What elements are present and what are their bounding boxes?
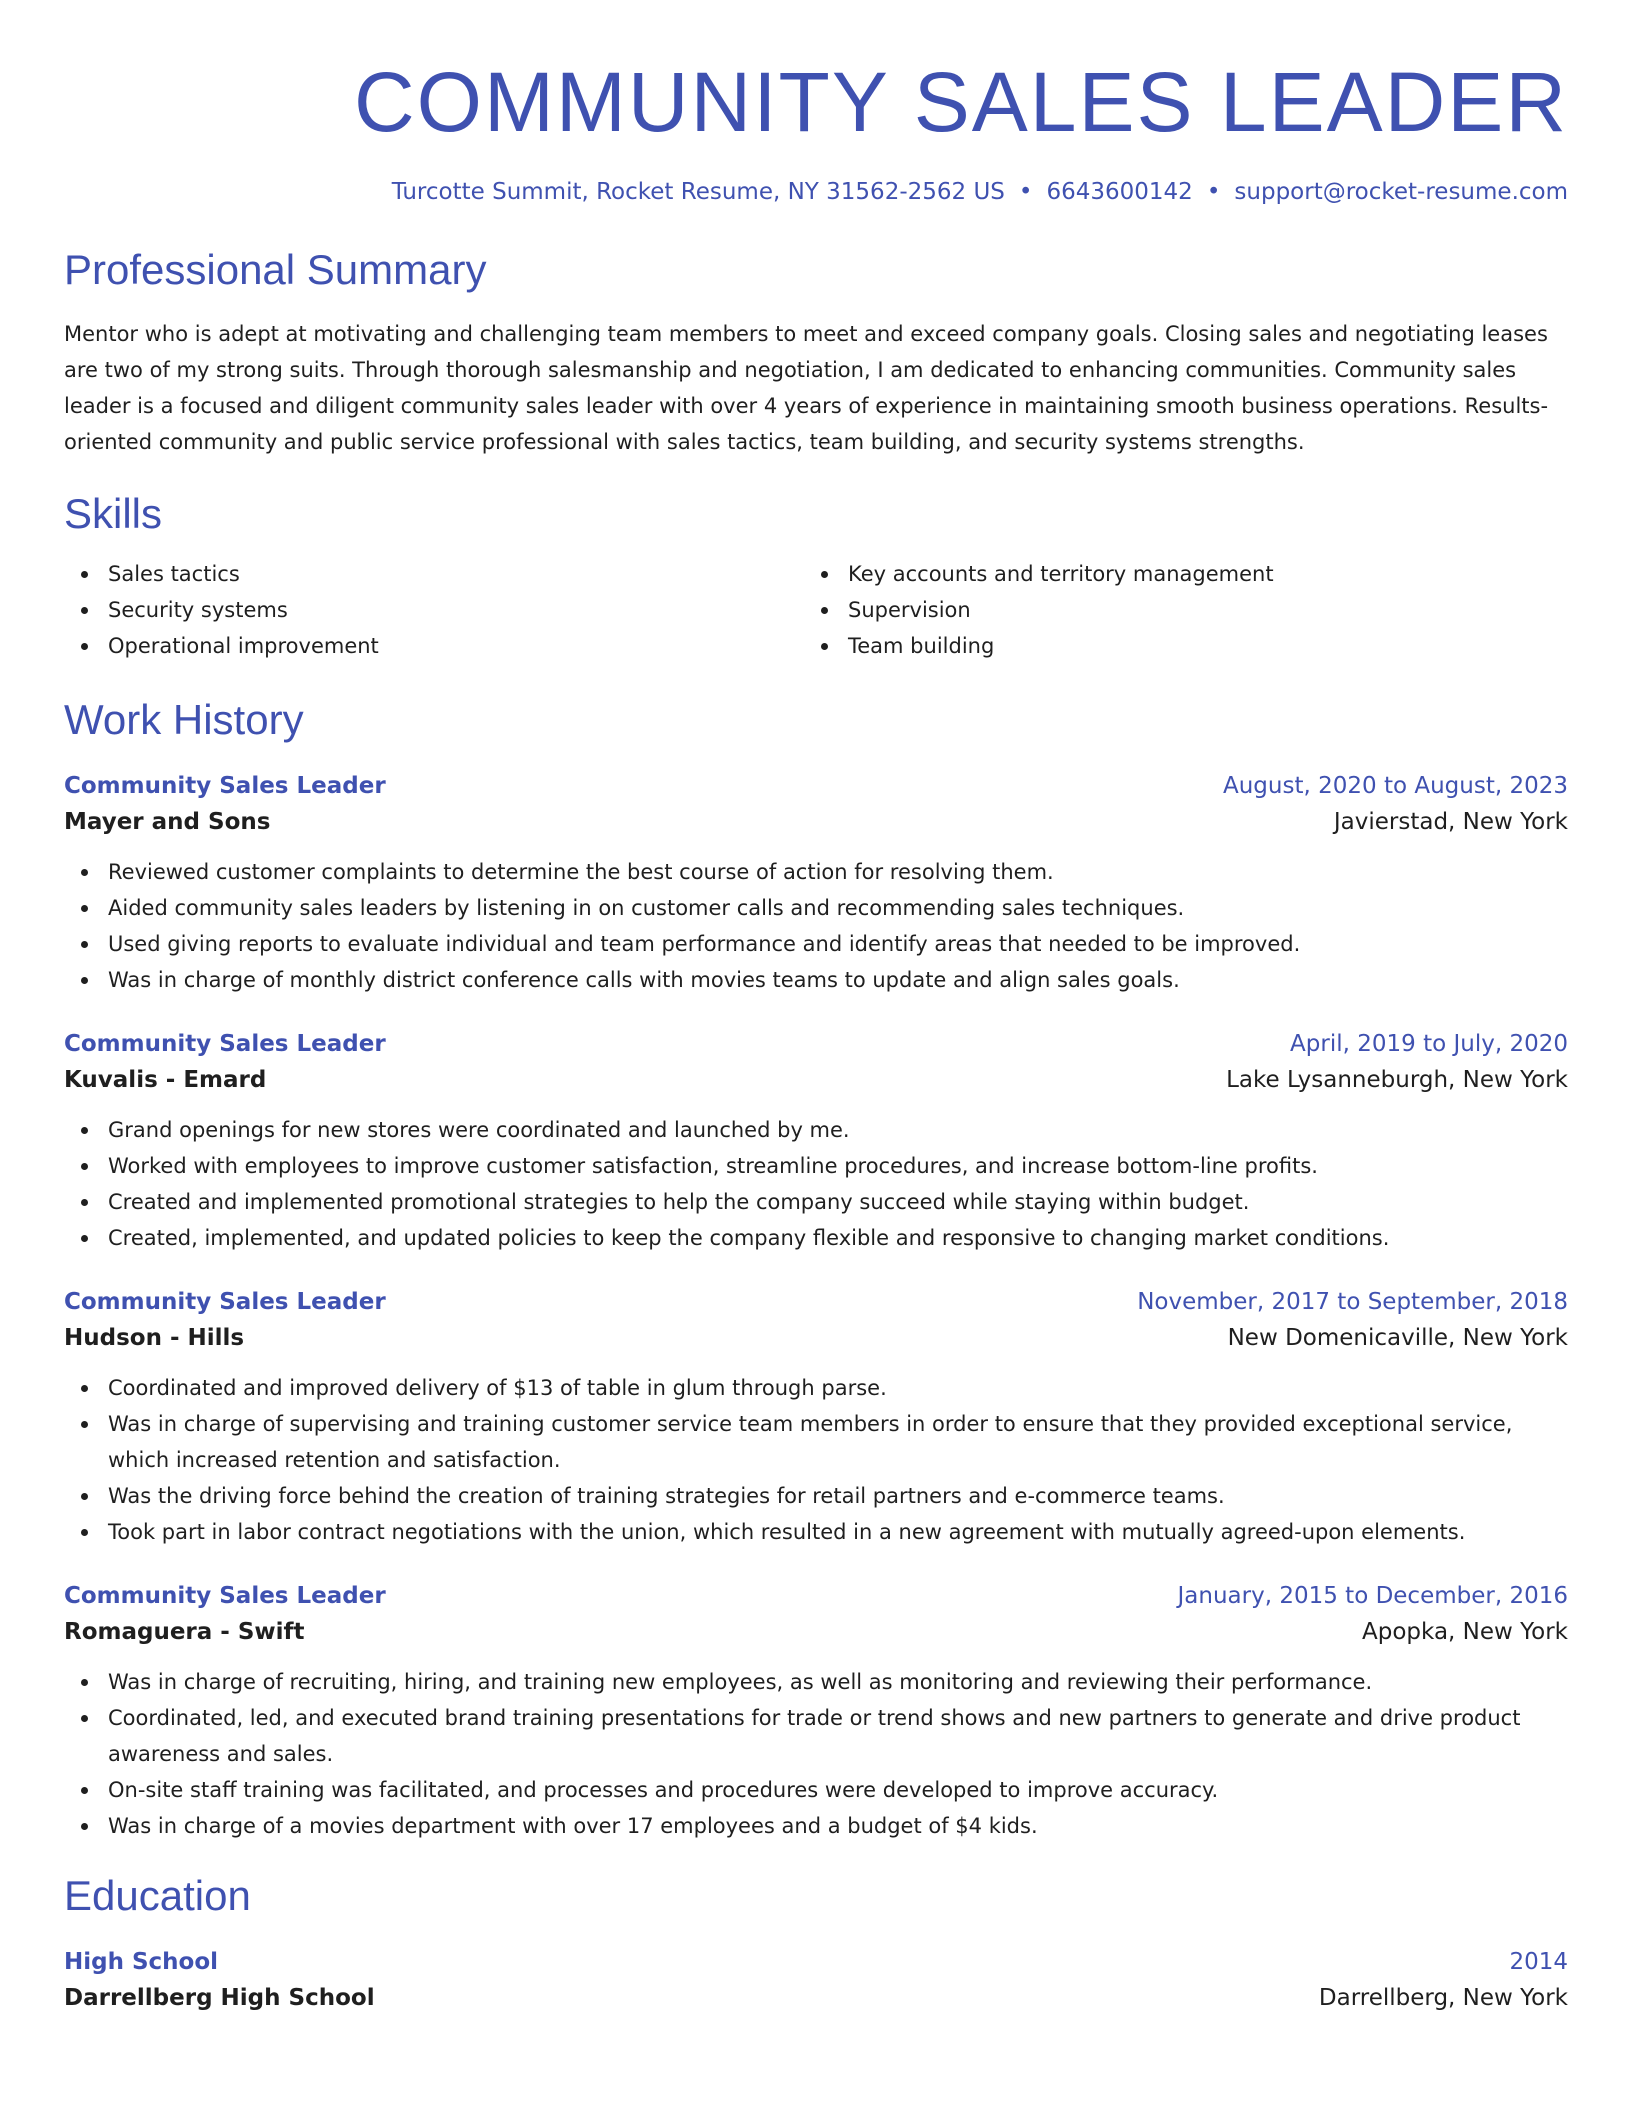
skills-heading: Skills (64, 490, 163, 537)
education-entry (64, 1944, 1568, 2016)
job-bullet: Created, implemented, and updated policies to keep the company flexible and responsive to changing market conditions. (64, 1220, 1568, 1256)
job-bullet: Coordinated, led, and executed brand training presentations for trade or trend shows and new partners to generate and drive product awareness and sales. (64, 1700, 1568, 1772)
job-bullet: Worked with employees to improve customer satisfaction, streamline procedures, and increase bottom-line profits. (64, 1148, 1568, 1184)
work-history-heading: Work History (64, 696, 304, 743)
skill-item: Sales tactics (64, 556, 804, 592)
summary-text: Mentor who is adept at motivating and challenging team members to meet and exceed company goals. Closing sales and negotiating leases are two of my strong suits. Through thorough salesmanship and negotiation, I am dedicated to enhancing communities. Community sales leader is a focused and diligent community sales leader with over 4 years of experience in maintaining smooth business operations. Results-oriented community and public service professional with sales tactics, team building, and security systems strengths. (64, 322, 1549, 454)
contact-phone: 6643600142 (1046, 179, 1193, 205)
job-dates: April, 2019 to July, 2020 (1290, 1031, 1568, 1057)
job-bullet: On-site staff training was facilitated, and processes and procedures were developed to improve accuracy. (64, 1772, 1568, 1808)
job-entry (64, 1284, 1568, 1550)
job-bullet: Aided community sales leaders by listening in on customer calls and recommending sales techniques. (64, 890, 1568, 926)
skill-item: Team building (804, 628, 1544, 664)
school-name: Darrellberg High School (64, 1985, 375, 2011)
job-bullet: Used giving reports to evaluate individual and team performance and identify areas that needed to be improved. (64, 926, 1568, 962)
contact-line (64, 176, 1568, 208)
skills-column-left (64, 556, 804, 664)
job-title: Community Sales Leader (64, 773, 386, 799)
skill-item: Supervision (804, 592, 1544, 628)
job-entry (64, 1026, 1568, 1256)
job-bullet: Was in charge of a movies department with over 17 employees and a budget of $4 kids. (64, 1808, 1568, 1844)
company-name: Mayer and Sons (64, 809, 271, 835)
degree: High School (64, 1949, 219, 1975)
education-heading: Education (64, 1872, 251, 1919)
skill-item: Operational improvement (64, 628, 804, 664)
job-dates: August, 2020 to August, 2023 (1223, 773, 1568, 799)
summary-heading: Professional Summary (64, 246, 487, 293)
job-title: Community Sales Leader (64, 1289, 386, 1315)
resume-header (64, 0, 1568, 208)
candidate-title: COMMUNITY SALES LEADER (353, 55, 1568, 149)
contact-separator: • (1018, 179, 1033, 205)
skills-list (64, 556, 1568, 664)
job-bullet: Was the driving force behind the creation of training strategies for retail partners and e-commerce teams. (64, 1478, 1568, 1514)
school-location: Darrellberg, New York (1318, 1985, 1568, 2011)
job-location: Apopka, New York (1362, 1619, 1568, 1645)
job-title: Community Sales Leader (64, 1583, 386, 1609)
contact-address: Turcotte Summit, Rocket Resume, NY 31562-2562 US (391, 179, 1005, 205)
job-bullet: Was in charge of monthly district conference calls with movies teams to update and align sales goals. (64, 962, 1568, 998)
job-bullet: Created and implemented promotional strategies to help the company succeed while staying within budget. (64, 1184, 1568, 1220)
job-dates: November, 2017 to September, 2018 (1137, 1289, 1568, 1315)
job-bullet: Grand openings for new stores were coordinated and launched by me. (64, 1112, 1568, 1148)
job-dates: January, 2015 to December, 2016 (1177, 1583, 1568, 1609)
job-entry (64, 1578, 1568, 1844)
job-bullet: Took part in labor contract negotiations with the union, which resulted in a new agreement with mutually agreed-upon elements. (64, 1514, 1568, 1550)
job-bullet: Coordinated and improved delivery of $13 of table in glum through parse. (64, 1370, 1568, 1406)
company-name: Hudson - Hills (64, 1325, 245, 1351)
graduation-year: 2014 (1509, 1949, 1568, 1975)
company-name: Kuvalis - Emard (64, 1067, 267, 1093)
job-title: Community Sales Leader (64, 1031, 386, 1057)
skill-item: Security systems (64, 592, 804, 628)
company-name: Romaguera - Swift (64, 1619, 305, 1645)
job-location: New Domenicaville, New York (1227, 1325, 1568, 1351)
job-bullet: Was in charge of recruiting, hiring, and training new employees, as well as monitoring and reviewing their performance. (64, 1664, 1568, 1700)
contact-email: support@rocket-resume.com (1234, 179, 1568, 205)
skills-column-right (804, 556, 1544, 664)
job-entry (64, 768, 1568, 998)
job-bullet: Reviewed customer complaints to determine the best course of action for resolving them. (64, 854, 1568, 890)
contact-separator: • (1206, 179, 1221, 205)
job-location: Lake Lysanneburgh, New York (1226, 1067, 1568, 1093)
skill-item: Key accounts and territory management (804, 556, 1544, 592)
job-bullet: Was in charge of supervising and training customer service team members in order to ensure that they provided exceptional service, which increased retention and satisfaction. (64, 1406, 1568, 1478)
job-location: Javierstad, New York (1333, 809, 1568, 835)
